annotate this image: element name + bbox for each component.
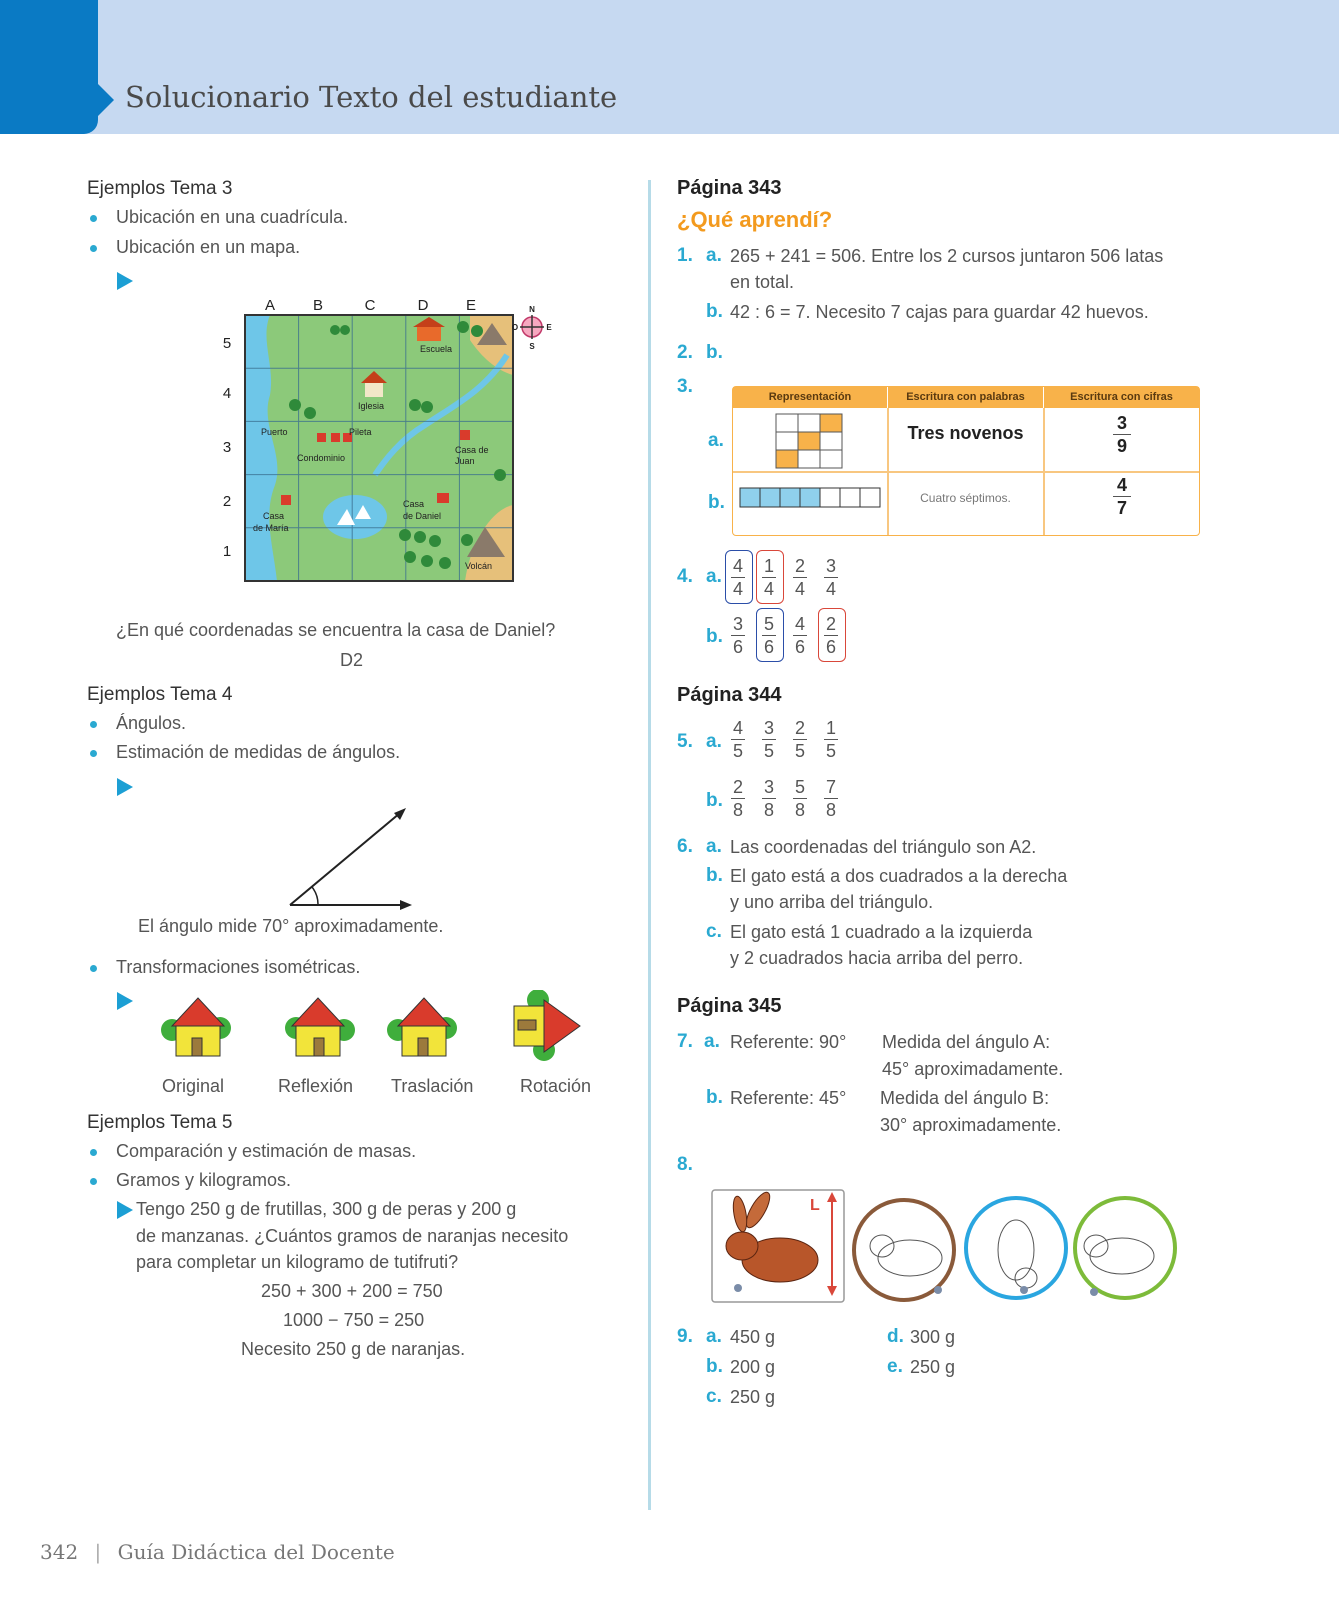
house-translation-icon xyxy=(387,998,457,1056)
map-label-casa-maria-1: Casa xyxy=(263,511,285,521)
q1-b-text: 42 : 6 = 7. Necesito 7 cajas para guardar 42 huevos. xyxy=(730,302,1149,322)
map-answer: D2 xyxy=(340,650,364,670)
q9-d-label: d. xyxy=(887,1326,904,1347)
tema3-bullet-1: Ubicación en una cuadrícula. xyxy=(116,207,349,227)
map-label-puerto: Puerto xyxy=(261,427,288,437)
fraction: 2 6 xyxy=(825,614,836,657)
q5-b-label: b. xyxy=(706,790,723,811)
fraction: 2 8 xyxy=(732,777,743,820)
house-rotation-icon xyxy=(514,990,580,1061)
footer xyxy=(40,1540,395,1564)
seven-bar-figure xyxy=(739,487,885,509)
map-label-casa-juan-2: Juan xyxy=(455,456,475,466)
footer-separator: | xyxy=(94,1540,102,1564)
q9-b-value: 200 g xyxy=(730,1357,776,1377)
equation-1: 250 + 300 + 200 = 750 xyxy=(261,1281,443,1301)
tema5-heading: Ejemplos Tema 5 xyxy=(87,1112,233,1133)
page-345-heading: Página 345 xyxy=(677,995,782,1017)
q2-number: 2. xyxy=(677,342,693,363)
q7-b-measure-2: 30° aproximadamente. xyxy=(880,1115,1062,1135)
q9-c-label: c. xyxy=(706,1386,722,1407)
bullet-icon xyxy=(90,215,97,222)
svg-text:O: O xyxy=(511,323,519,332)
page-number: 342 xyxy=(40,1540,79,1564)
bullet-icon xyxy=(90,750,97,757)
nine-grid-figure xyxy=(775,413,847,469)
fraction: 3 4 xyxy=(825,556,836,599)
q9-d-value: 300 g xyxy=(910,1327,956,1347)
house-label: Rotación xyxy=(520,1076,592,1096)
svg-text:S: S xyxy=(529,342,535,351)
bullet-icon xyxy=(90,1149,97,1156)
svg-text:E: E xyxy=(546,323,552,332)
fraction: 5 8 xyxy=(794,777,805,820)
q9-number: 9. xyxy=(677,1326,693,1347)
q2-answer: b. xyxy=(706,342,723,363)
table-header: Escritura con palabras xyxy=(888,387,1043,408)
map-label-escuela: Escuela xyxy=(420,344,453,354)
fraction-table xyxy=(732,386,1200,536)
q6-c-label: c. xyxy=(706,921,722,942)
map-label-pileta: Pileta xyxy=(349,427,372,437)
q3-number: 3. xyxy=(677,376,693,397)
q1-a-text-2: en total. xyxy=(730,272,795,292)
angle-caption: El ángulo mide 70° aproximadamente. xyxy=(138,916,444,936)
column-divider xyxy=(648,180,651,1510)
map-row-label: 5 xyxy=(222,335,232,352)
q3-a-words: Tres novenos xyxy=(907,423,1024,443)
house-label: Reflexión xyxy=(278,1076,354,1096)
map-label-casa-daniel-2: de Daniel xyxy=(403,511,442,521)
q6-a-text: Las coordenadas del triángulo son A2. xyxy=(730,837,1037,857)
q9-e-label: e. xyxy=(887,1356,903,1377)
q9-a-label: a. xyxy=(706,1326,722,1347)
map-col-label: B xyxy=(312,297,324,314)
map-label-volcan: Volcán xyxy=(465,561,493,571)
q3-b-label: b. xyxy=(708,492,725,513)
rabbit-outline-blue-icon xyxy=(966,1198,1066,1298)
fraction: 2 5 xyxy=(794,718,805,761)
house-reflection-icon xyxy=(285,998,355,1056)
play-arrow-icon xyxy=(117,272,133,290)
fraction: 1 4 xyxy=(763,556,774,599)
fraction: 4 6 xyxy=(794,614,805,657)
tema3-heading: Ejemplos Tema 3 xyxy=(87,178,233,199)
page-title: Solucionario Texto del estudiante xyxy=(125,80,618,114)
bullet-icon xyxy=(90,1178,97,1185)
map-col-label: C xyxy=(364,297,376,314)
q7-a-measure: Medida del ángulo A: xyxy=(882,1032,1051,1052)
q6-b-text: El gato está a dos cuadrados a la derecha xyxy=(730,866,1068,886)
equation-2: 1000 − 750 = 250 xyxy=(283,1310,425,1330)
map-question: ¿En qué coordenadas se encuentra la casa de Daniel? xyxy=(116,620,556,640)
map-col-label: A xyxy=(264,297,276,314)
fraction: 3 8 xyxy=(763,777,774,820)
map-row-label: 1 xyxy=(222,543,232,560)
q3-b-fraction: 4 7 xyxy=(1113,475,1131,518)
q6-number: 6. xyxy=(677,836,693,857)
problem-line-2: de manzanas. ¿Cuántos gramos de naranjas necesito xyxy=(136,1226,569,1246)
fraction: 3 6 xyxy=(732,614,743,657)
map-label-iglesia: Iglesia xyxy=(358,401,385,411)
q3-a-label: a. xyxy=(708,430,724,451)
tema4-bullet-1: Ángulos. xyxy=(116,713,187,733)
q7-a-measure-2: 45° aproximadamente. xyxy=(882,1059,1064,1079)
rabbit-figures xyxy=(710,1188,1190,1308)
problem-line-3: para completar un kilogramo de tutifruti? xyxy=(136,1252,459,1272)
angle-figure xyxy=(280,805,420,915)
table-header: Escritura con cifras xyxy=(1044,387,1199,408)
q9-b-label: b. xyxy=(706,1356,723,1377)
tema4-heading: Ejemplos Tema 4 xyxy=(87,684,233,705)
q6-c-text-2: y 2 cuadrados hacia arriba del perro. xyxy=(730,948,1024,968)
fraction: 3 5 xyxy=(763,718,774,761)
map-label-casa-maria-2: de María xyxy=(253,523,289,533)
q5-a-label: a. xyxy=(706,731,722,752)
q7-number: 7. xyxy=(677,1031,693,1052)
map-row-label: 2 xyxy=(222,493,232,510)
page-344-heading: Página 344 xyxy=(677,684,782,706)
header-tab xyxy=(0,0,98,134)
map-row-label: 3 xyxy=(222,439,232,456)
map-label-casa-juan-1: Casa de xyxy=(455,445,489,455)
q6-c-text: El gato está 1 cuadrado a la izquierda xyxy=(730,922,1033,942)
q1-number: 1. xyxy=(677,245,693,266)
header-arrow-icon xyxy=(98,84,114,116)
q4-a-label: a. xyxy=(706,566,722,587)
q7-a-reference: Referente: 90° xyxy=(730,1032,847,1052)
bullet-icon xyxy=(90,721,97,728)
q9-a-value: 450 g xyxy=(730,1327,776,1347)
map-label-condominio: Condominio xyxy=(297,453,346,463)
q7-b-measure: Medida del ángulo B: xyxy=(880,1088,1050,1108)
q1-a-text: 265 + 241 = 506. Entre los 2 cursos juntaron 506 latas xyxy=(730,246,1164,266)
play-arrow-icon xyxy=(117,1201,133,1219)
q6-b-label: b. xyxy=(706,865,723,886)
q6-a-label: a. xyxy=(706,836,722,857)
que-aprendi-heading: ¿Qué aprendí? xyxy=(677,207,833,232)
q1-b-label: b. xyxy=(706,301,723,322)
q7-b-reference: Referente: 45° xyxy=(730,1088,847,1108)
q9-c-value: 250 g xyxy=(730,1387,776,1407)
map-label-casa-daniel-1: Casa xyxy=(403,499,425,509)
map-row-label: 4 xyxy=(222,385,232,402)
q7-a-label: a. xyxy=(704,1031,720,1052)
q1-a-label: a. xyxy=(706,245,722,266)
length-label: L xyxy=(810,1197,820,1214)
map-col-label: E xyxy=(465,297,477,314)
fraction: 2 4 xyxy=(794,556,805,599)
footer-title: Guía Didáctica del Docente xyxy=(117,1540,395,1564)
house-label: Original xyxy=(162,1076,225,1096)
tema5-bullet-2: Gramos y kilogramos. xyxy=(116,1170,292,1190)
q7-b-label: b. xyxy=(706,1087,723,1108)
q3-a-fraction: 3 9 xyxy=(1113,413,1131,456)
transformation-houses xyxy=(160,990,600,1065)
fraction: 7 8 xyxy=(825,777,836,820)
play-arrow-icon xyxy=(117,778,133,796)
q4-b-label: b. xyxy=(706,626,723,647)
svg-text:N: N xyxy=(529,305,535,314)
bullet-icon xyxy=(90,965,97,972)
q4-number: 4. xyxy=(677,566,693,587)
rabbit-outline-green-icon xyxy=(1075,1198,1175,1298)
map-col-label: D xyxy=(417,297,429,314)
page-343-heading: Página 343 xyxy=(677,177,782,199)
house-label: Traslación xyxy=(391,1076,474,1096)
equation-3: Necesito 250 g de naranjas. xyxy=(241,1339,466,1359)
q9-e-value: 250 g xyxy=(910,1357,956,1377)
fraction: 4 5 xyxy=(732,718,743,761)
bullet-icon xyxy=(90,245,97,252)
q6-b-text-2: y uno arriba del triángulo. xyxy=(730,892,934,912)
tema4-bullet-2: Estimación de medidas de ángulos. xyxy=(116,742,401,762)
fraction: 4 4 xyxy=(732,556,743,599)
fraction: 5 6 xyxy=(763,614,774,657)
fraction: 1 5 xyxy=(825,718,836,761)
table-header: Representación xyxy=(733,387,887,408)
rabbit-outline-brown-icon xyxy=(854,1200,954,1300)
problem-line-1: Tengo 250 g de frutillas, 300 g de peras y 200 g xyxy=(136,1199,517,1219)
grid-map xyxy=(215,295,565,595)
tema4-bullet-3: Transformaciones isométricas. xyxy=(116,957,361,977)
q5-number: 5. xyxy=(677,731,693,752)
q8-number: 8. xyxy=(677,1154,693,1175)
play-arrow-icon xyxy=(117,992,133,1010)
tema5-bullet-1: Comparación y estimación de masas. xyxy=(116,1141,417,1161)
compass-icon xyxy=(512,305,552,351)
tema3-bullet-2: Ubicación en un mapa. xyxy=(116,237,301,257)
q3-b-words: Cuatro séptimos. xyxy=(920,491,1011,505)
house-original-icon xyxy=(161,998,231,1056)
